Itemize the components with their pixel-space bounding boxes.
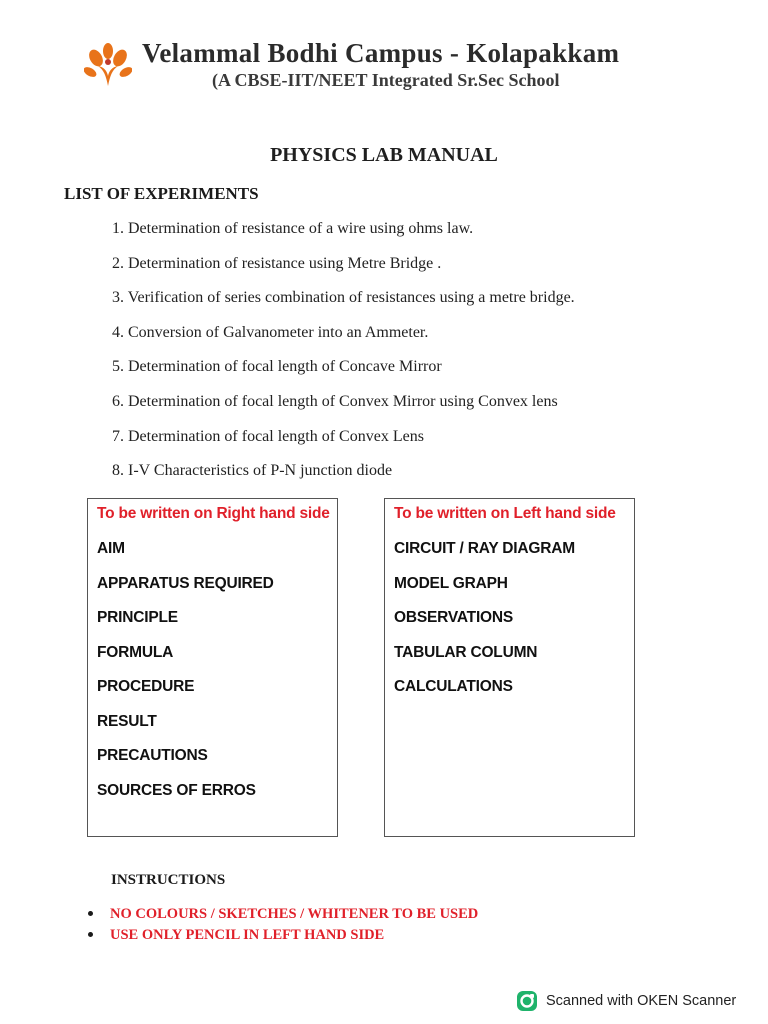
list-item: CALCULATIONS: [394, 678, 513, 695]
list-item: 3. Verification of series combination of resistances using a metre bridge.: [112, 289, 575, 307]
school-subtitle: (A CBSE-IIT/NEET Integrated Sr.Sec School: [212, 70, 560, 90]
experiments-heading: LIST OF EXPERIMENTS: [64, 184, 259, 203]
instruction-text: USE ONLY PENCIL IN LEFT HAND SIDE: [110, 927, 385, 943]
instruction-text: NO COLOURS / SKETCHES / WHITENER TO BE USED: [110, 906, 479, 922]
right-box-heading: To be written on Right hand side: [97, 505, 330, 522]
flower-logo-icon: [84, 42, 132, 90]
instructions-list: [88, 904, 478, 946]
instruction-item: [88, 904, 478, 925]
bullet-icon: [88, 911, 93, 916]
list-item: 1. Determination of resistance of a wire using ohms law.: [112, 220, 474, 237]
instructions-heading: INSTRUCTIONS: [111, 872, 226, 888]
list-item: SOURCES OF ERROS: [97, 781, 256, 799]
list-item: PRINCIPLE: [97, 609, 178, 626]
list-item: 2. Determination of resistance using Metre Bridge .: [112, 254, 442, 272]
bullet-icon: [88, 932, 93, 937]
left-box-items: [394, 539, 575, 712]
oken-scanner-icon: [516, 990, 538, 1012]
left-hand-side-box: [384, 498, 635, 837]
list-item: OBSERVATIONS: [394, 609, 514, 626]
scanner-watermark: [516, 990, 736, 1012]
right-box-items: [97, 539, 274, 815]
right-hand-side-box: [87, 498, 338, 837]
list-item: 6. Determination of focal length of Convex Mirror using Convex lens: [112, 392, 558, 410]
left-box-heading: To be written on Left hand side: [394, 505, 616, 522]
list-item: 7. Determination of focal length of Convex Lens: [112, 427, 424, 445]
list-item: FORMULA: [97, 643, 174, 661]
list-item: MODEL GRAPH: [394, 574, 508, 592]
list-item: AIM: [97, 540, 125, 557]
school-name: Velammal Bodhi Campus - Kolapakkam: [142, 38, 620, 68]
instruction-item: [88, 925, 478, 946]
page-title: PHYSICS LAB MANUAL: [270, 144, 498, 166]
list-item: 5. Determination of focal length of Concave Mirror: [112, 358, 442, 376]
experiments-list: [112, 218, 575, 495]
list-item: TABULAR COLUMN: [394, 643, 538, 661]
list-item: PRECAUTIONS: [97, 747, 208, 764]
scanner-text: Scanned with OKEN Scanner: [546, 993, 737, 1009]
list-item: APPARATUS REQUIRED: [97, 574, 274, 592]
list-item: 4. Conversion of Galvanometer into an Ammeter.: [112, 323, 429, 341]
list-item: 8. I-V Characteristics of P-N junction diode: [112, 462, 393, 480]
list-item: CIRCUIT / RAY DIAGRAM: [394, 540, 575, 557]
list-item: PROCEDURE: [97, 678, 195, 695]
list-item: RESULT: [97, 712, 157, 730]
